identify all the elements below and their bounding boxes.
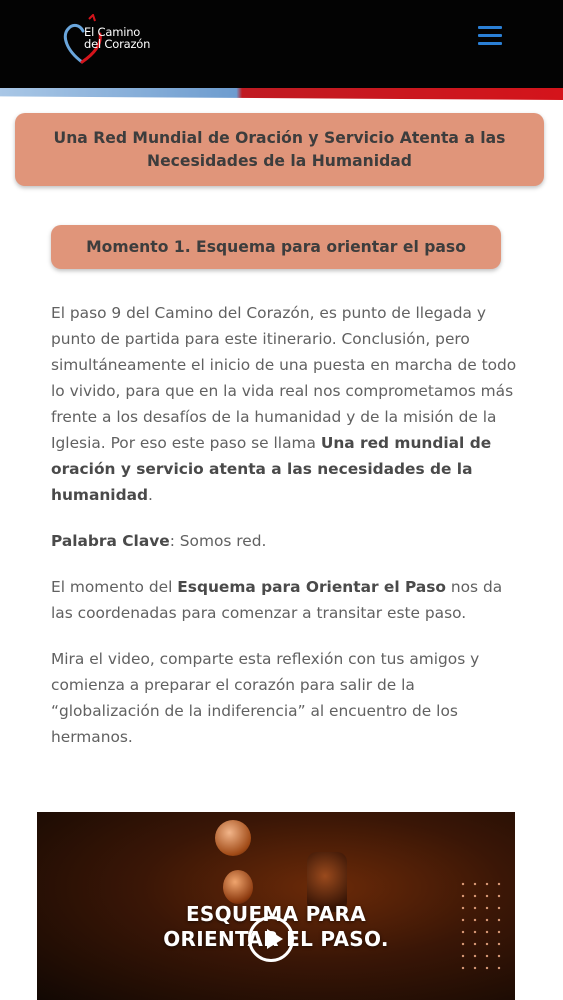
header-accent-stripe	[0, 88, 563, 100]
keyword-label: Palabra Clave	[51, 532, 170, 550]
video-title-line-1: ESQUEMA PARA	[185, 902, 367, 926]
paragraph-keyword	[51, 528, 521, 554]
moment-text-2: nos da las coordenadas para comenzar a transitar este paso.	[51, 578, 503, 622]
page-title-banner	[15, 113, 544, 186]
moment-text-1: El momento del	[51, 578, 178, 596]
paragraph-moment	[51, 574, 521, 626]
paragraph-intro	[51, 300, 521, 508]
logo-text	[84, 26, 150, 50]
video-player[interactable]	[37, 812, 515, 1000]
menu-bar	[478, 26, 502, 29]
decorative-bead	[223, 870, 253, 904]
site-header	[0, 0, 563, 88]
logo-line-1: El Camino	[84, 25, 141, 39]
menu-bar	[478, 34, 502, 37]
logo-line-2: del Corazón	[84, 37, 151, 51]
intro-text: El paso 9 del Camino del Corazón, es punto de llegada y punto de partida para este itinerario. Conclusión, pero simultáneamente el inicio de una puesta en marcha de todo lo vivido, para que en la vida real nos comprometamos más frente a los desafíos de la humanidad y de la misión de la Iglesia. Por eso este paso se llama	[51, 304, 517, 452]
site-logo[interactable]	[62, 14, 172, 64]
section-heading-label: Momento 1. Esquema para orientar el paso	[86, 238, 466, 256]
keyword-text: : Somos red.	[169, 532, 267, 550]
menu-bar	[478, 42, 502, 45]
article-body	[51, 300, 521, 770]
decorative-bead	[215, 820, 251, 856]
intro-bold: Una red mundial de oración y servicio atenta a las necesidades de la humanidad	[51, 434, 492, 504]
video-title-line-2: ORIENTAR EL PASO.	[163, 927, 389, 951]
page-title: Una Red Mundial de Oración y Servicio Atenta a las Necesidades de la Humanidad	[53, 128, 506, 170]
moment-bold: Esquema para Orientar el Paso	[177, 578, 446, 596]
play-icon[interactable]	[248, 916, 294, 962]
hamburger-menu-icon[interactable]	[478, 26, 502, 48]
paragraph-video-invite: Mira el video, comparte esta reflexión con tus amigos y comienza a preparar el corazón para salir de la “globalización de la indiferencia” al encuentro de los hermanos.	[51, 650, 480, 746]
section-heading	[51, 225, 501, 269]
intro-end: .	[148, 486, 153, 504]
